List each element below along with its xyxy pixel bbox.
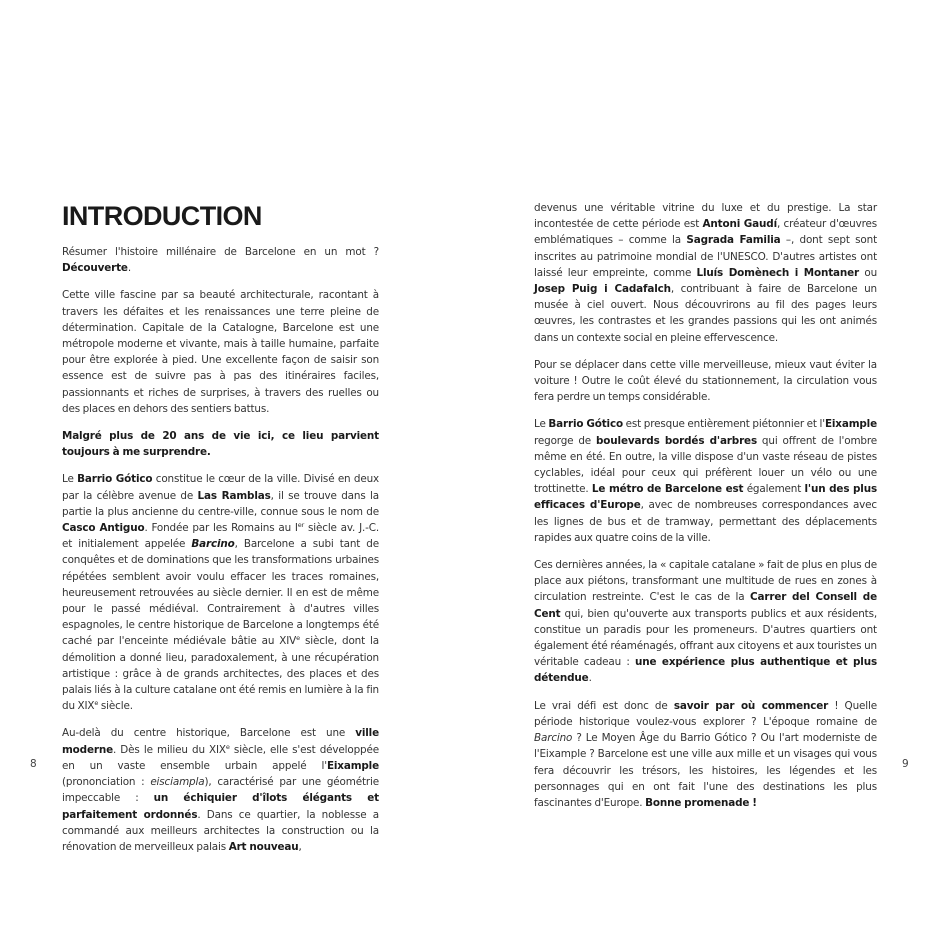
- bold-run: un échiquier d'îlots élégants et parfaitement ordonnés: [62, 792, 379, 821]
- text-run: , Barcelone a subi tant de conquêtes et de dominations que les transformations urbaines répétées semblent avoir voulu effacer les traces romaines, heureusement retrouvées au siècle dernier. Il en est de même pour le passé médiéval. Contrairement à d'autres villes espagnoles, le centre historique de Barcelone a longtemps été caché par l'enceinte médiévale bâtie au XIV: [62, 538, 379, 648]
- text-run: regorge de: [534, 434, 597, 447]
- bold-run: savoir par où commencer: [673, 699, 829, 712]
- text-run: est presque entièrement piétonnier et l': [622, 418, 825, 431]
- text-run: , avec de nombreuses correspondances avec les lignes de bus et de tramway, permettant des déplacements rapides aux quatre coins de la ville.: [534, 499, 877, 544]
- text-run: ou: [859, 266, 878, 279]
- page-title: INTRODUCTION: [62, 201, 262, 231]
- author-quote-text: Malgré plus de 20 ans de vie ici, ce lieu parvient toujours à me surprendre.: [62, 430, 379, 459]
- paragraph-transport: Pour se déplacer dans cette ville merveilleuse, mieux vaut éviter la voiture ! Outre le coût élevé du stationnement, la circulation vous fera perdre un temps considérable.: [534, 358, 877, 404]
- paragraph-pietonnier: [534, 416, 877, 546]
- text-run: ), caractérisé par une géométrie impeccable :: [62, 776, 379, 805]
- bold-run: Eixample: [326, 759, 379, 772]
- bold-run: Bonne promenade !: [645, 796, 757, 809]
- text-run: qui, bien qu'ouverte aux transports publics et aux résidents, constitue un paradis pour les promeneurs. D'autres quartiers ont également été réaménagés, offrant aux citoyens et aux touristes un véritable cadeau :: [534, 607, 877, 669]
- text-run: constitue le cœur de la ville. Divisé en deux par la célèbre avenue de: [62, 473, 379, 502]
- bold-italic-run: Barcino: [191, 538, 235, 551]
- page-number-right: 9: [902, 758, 909, 770]
- paragraph-barrio-gotico: [62, 471, 379, 714]
- bold-run: Art nouveau: [228, 840, 299, 853]
- text-run: ,: [298, 840, 302, 853]
- text-run: Le: [62, 473, 78, 486]
- text-run: siècle, elle s'est développée en un vaste ensemble urbain appelé l': [62, 743, 379, 772]
- italic-run: eisciampla: [150, 776, 205, 789]
- paragraph-capitale-catalane: [534, 557, 877, 687]
- text-run: . Fondée par les Romains au I: [144, 522, 298, 535]
- text-run: , contribuant à faire de Barcelone un musée à ciel ouvert. Nous découvrirons au fil des pages leurs œuvres, les contrastes et les grandes passions qui les ont animés dans un contexte social en pleine effervescence.: [534, 283, 877, 344]
- intro-keyword: Découverte: [62, 262, 128, 275]
- text-run: siècle, dont la démolition a donné lieu, paradoxalement, à une récupération artistique : grâce à de grands architectes, des places et des palais liés à la culture catalane ont été remis en lumière à la fin du XIX: [62, 635, 379, 713]
- text-run: ! Quelle période historique voulez-vous explorer ? L'époque romaine de: [534, 699, 877, 728]
- paragraph-city-description: Cette ville fascine par sa beauté architecturale, racontant à travers les défaites et les renaissances une terre pleine de détermination. Capitale de la Catalogne, Barcelone est une métropole moderne et vivante, mais à taille humaine, parfaite pour être explorée à pied. Une excellente façon de saisir son essence est de suivre pas à pas des itinéraires faciles, passionnants et riches de surprises, à travers des ruelles ou des places en dehors des sentiers battus.: [62, 289, 379, 415]
- text-run: . Dès le milieu du XIX: [112, 743, 226, 756]
- italic-run: Barcino: [534, 732, 573, 745]
- bold-run: Barrio Gótico: [77, 473, 153, 486]
- text-run: , il se trouve dans la partie la plus ancienne du centre-ville, connue sous le nom de: [62, 489, 379, 518]
- text-run: . Dans ce quartier, la noblesse a commandé aux meilleurs architectes la construction ou la rénovation de merveilleux palais: [62, 808, 379, 853]
- text-run: Au-delà du centre historique, Barcelone est une: [62, 727, 356, 740]
- bold-run: Antoni Gaudí: [702, 218, 777, 231]
- text-run: siècle.: [98, 700, 133, 713]
- bold-run: Carrer del Consell de Cent: [534, 591, 877, 620]
- text-run: Le: [534, 418, 549, 431]
- text-run: , créateur d'œuvres emblématiques – comme la: [534, 218, 877, 247]
- bold-run: l'un des plus efficaces d'Europe: [534, 483, 878, 512]
- bold-run: ville moderne: [62, 727, 379, 756]
- left-text-column: [62, 200, 379, 866]
- superscript: er: [297, 521, 305, 530]
- bold-run: boulevards bordés d'arbres: [596, 434, 757, 447]
- bold-run: une expérience plus authentique et plus détendue: [534, 656, 877, 685]
- paragraph-ville-moderne: [62, 725, 379, 855]
- right-page: [469, 0, 938, 938]
- superscript: e: [296, 634, 300, 643]
- page-number-left: 8: [30, 758, 37, 770]
- bold-run: Sagrada Familia: [686, 234, 781, 247]
- text-run: –, dont sept sont inscrites au patrimoine mondial de l'UNESCO. D'autres artistes ont laissé leur empreinte, comme: [534, 234, 877, 279]
- superscript: e: [225, 742, 230, 751]
- text-run: siècle av. J.-C. et initialement appelée: [62, 522, 379, 551]
- intro-text: Résumer l'histoire millénaire de Barcelone en un mot ?: [62, 246, 379, 258]
- superscript: e: [94, 699, 99, 708]
- bold-run: Las Ramblas: [197, 489, 271, 502]
- bold-run: Lluís Domènech i Montaner: [696, 266, 860, 279]
- intro-paragraph: [62, 244, 379, 276]
- bold-run: Le métro de Barcelone est: [591, 483, 744, 496]
- paragraph-vrai-defi: [534, 698, 877, 811]
- text-run: .: [588, 672, 592, 685]
- text-run: Le vrai défi est donc de: [534, 699, 674, 712]
- text-run: Ces dernières années, la « capitale catalane » fait de plus en plus de place aux piétons, transformant une multitude de rues en zones à circulation restreinte. C'est le cas de la: [534, 559, 877, 604]
- bold-run: Josep Puig i Cadafalch: [534, 283, 671, 296]
- paragraph-author-quote: [62, 428, 379, 460]
- bold-run: Casco Antiguo: [62, 522, 145, 535]
- text-run: (prononciation :: [62, 776, 151, 789]
- bold-run: Eixample: [824, 418, 877, 431]
- right-text-column: [534, 200, 877, 822]
- text-run: devenus une véritable vitrine du luxe et du prestige. La star incontestée de cette période est: [534, 202, 877, 231]
- paragraph-gaudi: [534, 200, 877, 346]
- bold-run: Barrio Gótico: [548, 418, 623, 431]
- intro-end: .: [127, 262, 131, 275]
- text-run: qui offrent de l'ombre même en été. En outre, la ville dispose d'un vaste réseau de pistes cyclables, idéal pour ceux qui préfèrent louer un vélo ou une trottinette.: [534, 434, 878, 496]
- text-run: également: [743, 483, 805, 496]
- text-run: ? Le Moyen Âge du Barrio Gótico ? Ou l'art moderniste de l'Eixample ? Barcelone est une ville aux mille et un visages qui vous fera découvrir les trésors, les histoires, les légendes et les personnages qui en ont fait l'une des destinations les plus fascinantes d'Europe.: [534, 732, 877, 809]
